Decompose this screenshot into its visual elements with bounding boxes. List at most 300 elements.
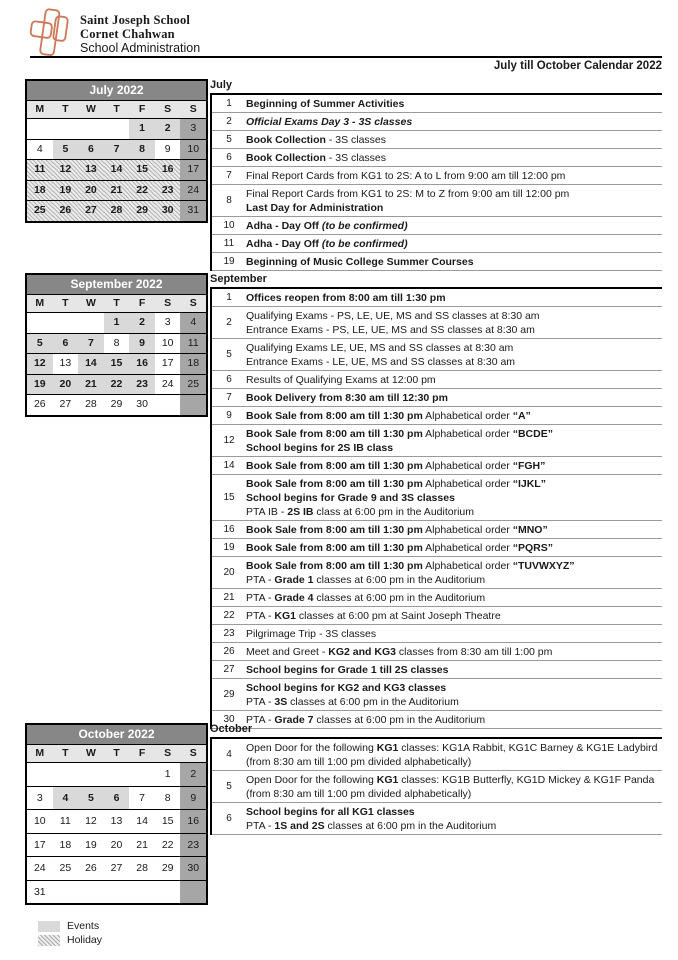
event-description-line: [246, 151, 658, 165]
calendar-week-row: [27, 181, 206, 202]
event-row: [212, 539, 662, 557]
event-description: [246, 625, 662, 642]
calendar-day-cell: 25: [27, 201, 53, 221]
event-day-number: 30: [223, 714, 235, 725]
calendar-empty-cell: [53, 881, 79, 904]
calendar-empty-cell: [155, 395, 181, 415]
event-text-segment: Alphabetical order: [422, 427, 513, 440]
calendar-day-cell: 29: [161, 862, 174, 874]
event-text-segment: School begins for Grade 1 till 2S classes: [246, 663, 449, 676]
event-text-segment: PTA -: [246, 819, 275, 832]
event-description: [246, 407, 662, 424]
event-description: [246, 771, 662, 802]
event-description: [246, 557, 662, 588]
event-description-line: [246, 541, 658, 555]
calendar-day-cell: 16: [180, 810, 206, 833]
event-description-line: [246, 459, 658, 473]
event-description-line: [246, 695, 658, 709]
calendar-month-title: September 2022: [27, 275, 206, 295]
event-text-segment: PTA -: [246, 609, 275, 622]
event-description-line: [246, 237, 658, 251]
event-day-number: 5: [226, 349, 232, 360]
event-description-line: [246, 505, 658, 519]
event-description-line: [246, 219, 658, 233]
school-logo-icon: [28, 8, 76, 58]
event-description: [246, 307, 662, 338]
calendar-day-cell: 26: [85, 862, 97, 874]
calendar-day-cell: 17: [180, 160, 206, 180]
event-description: [246, 425, 662, 456]
calendar-empty-cell: [129, 763, 155, 786]
calendar-day-cell: 11: [27, 160, 53, 180]
event-text-segment: Book Sale from 8:00 am till 1:30 pm: [246, 523, 423, 536]
calendar-day-cell: 2: [180, 763, 206, 786]
calendar-week-row: [27, 395, 206, 415]
month-calendar-september: [25, 273, 208, 417]
calendar-empty-cell: [180, 395, 206, 415]
event-description-line: [246, 573, 658, 587]
legend-events-row: [38, 920, 102, 932]
event-text-segment: “A”: [512, 409, 531, 422]
event-description-line: [246, 591, 658, 605]
calendar-day-cell: 15: [161, 815, 174, 827]
event-day-number: 15: [223, 492, 235, 503]
weekday-header: S: [189, 103, 197, 115]
event-text-segment: KG2 and KG3: [328, 645, 396, 658]
legend-holiday-row: [38, 934, 102, 946]
event-day-number: 6: [226, 813, 232, 824]
calendar-day-cell: 19: [53, 181, 79, 201]
calendar-week-row: [27, 834, 206, 858]
event-description: [246, 803, 662, 834]
calendar-empty-cell: [104, 763, 130, 786]
weekday-header: T: [113, 747, 120, 759]
calendar-day-cell: 19: [27, 375, 53, 395]
calendar-empty-cell: [129, 881, 155, 904]
event-text-segment: classes at 6:00 pm in the Auditorium: [287, 695, 459, 708]
calendar-day-cell: 18: [180, 354, 206, 374]
calendar-month-title: October 2022: [27, 725, 206, 745]
event-description-line: [246, 323, 658, 337]
event-text-segment: Book Sale from 8:00 am till 1:30 pm: [246, 409, 423, 422]
weekday-header: W: [85, 747, 96, 759]
calendar-day-cell: 30: [136, 398, 148, 410]
event-description-line: [246, 645, 658, 659]
school-name-block: [80, 13, 200, 56]
school-name-line2: Cornet Chahwan: [80, 27, 175, 41]
calendar-day-cell: 5: [78, 787, 104, 810]
event-day-number: 26: [223, 646, 235, 657]
weekday-header: M: [35, 103, 45, 115]
calendar-empty-cell: [78, 313, 104, 333]
event-day-number: 9: [226, 410, 232, 421]
event-text-segment: - 3S classes: [325, 133, 387, 146]
event-description-line: [246, 169, 658, 183]
weekday-header: T: [113, 103, 120, 115]
calendar-day-cell: 28: [104, 201, 130, 221]
event-text-segment: “TUVWXYZ”: [512, 559, 575, 572]
weekday-header: T: [62, 297, 69, 309]
calendar-day-cell: 10: [33, 815, 46, 827]
weekday-header: S: [164, 297, 172, 309]
event-list-month-title: September: [210, 273, 267, 285]
event-text-segment: Book Sale from 8:00 am till 1:30 pm: [246, 559, 423, 572]
calendar-week-row: [27, 334, 206, 355]
calendar-day-cell: 1: [129, 119, 155, 139]
event-description-line: [246, 773, 658, 801]
event-row: [212, 589, 662, 607]
event-description: [246, 113, 662, 130]
events-swatch-icon: [38, 921, 60, 932]
event-description-line: [246, 427, 658, 441]
calendar-empty-cell: [53, 313, 79, 333]
event-day-number: 11: [223, 238, 235, 249]
event-day-number: 2: [226, 116, 232, 127]
event-text-segment: Entrance Exams - PS, LE, UE, MS and SS classes at 8:30 am: [246, 323, 535, 336]
event-description: [246, 167, 662, 184]
event-description-line: [246, 663, 658, 677]
event-text-segment: Alphabetical order: [422, 559, 513, 572]
calendar-day-cell: 25: [59, 862, 72, 874]
weekday-header: M: [35, 297, 45, 309]
calendar-day-cell: 6: [78, 140, 104, 160]
event-day-number: 19: [223, 256, 235, 267]
event-list-july: [210, 78, 662, 271]
calendar-day-cell: 31: [180, 201, 206, 221]
event-day-number: 6: [226, 152, 232, 163]
event-description-line: [246, 309, 658, 323]
event-row: [212, 643, 662, 661]
event-text-segment: Grade 4: [274, 591, 314, 604]
event-list-month-title: July: [210, 79, 233, 91]
weekday-header: T: [62, 103, 69, 115]
event-text-segment: KG1: [376, 741, 399, 754]
event-description-line: [246, 523, 658, 537]
event-text-segment: KG1: [274, 609, 296, 622]
event-day-number: 22: [223, 610, 235, 621]
calendar-week-row: [27, 881, 206, 904]
weekday-header: M: [35, 747, 45, 759]
event-text-segment: Results of Qualifying Exams at 12:00 pm: [246, 373, 436, 386]
calendar-day-cell: 12: [53, 160, 79, 180]
event-description-line: [246, 115, 658, 129]
calendar-empty-cell: [155, 881, 181, 904]
event-row: [212, 457, 662, 475]
event-description: [246, 589, 662, 606]
calendar-week-row: [27, 375, 206, 396]
event-text-segment: Official Exams Day 3 - 3S classes: [246, 115, 413, 128]
event-list-month-title: October: [210, 723, 253, 735]
month-calendar-october: [25, 723, 208, 905]
calendar-day-cell: 7: [104, 140, 130, 160]
event-text-segment: Open Door for the following: [246, 741, 377, 754]
calendar-day-cell: 8: [129, 140, 155, 160]
event-text-segment: Offices reopen from 8:00 am till 1:30 pm: [246, 291, 446, 304]
calendar-day-cell: 22: [104, 375, 130, 395]
calendar-day-cell: 1: [104, 313, 130, 333]
event-text-segment: Book Sale from 8:00 am till 1:30 pm: [246, 477, 423, 490]
calendar-day-cell: 30: [155, 201, 181, 221]
calendar-day-cell: 26: [33, 398, 46, 410]
event-description-line: [246, 201, 658, 215]
event-text-segment: School begins for KG2 and KG3 classes: [246, 681, 447, 694]
calendar-day-cell: 24: [180, 181, 206, 201]
calendar-day-cell: 7: [139, 791, 146, 804]
event-description-line: [246, 491, 658, 505]
event-text-segment: (to be confirmed): [321, 219, 408, 232]
calendar-empty-cell: [53, 763, 79, 786]
calendar-day-cell: 11: [59, 815, 71, 827]
calendar-empty-cell: [78, 763, 104, 786]
event-day-number: 5: [226, 134, 232, 145]
event-text-segment: KG1: [376, 773, 399, 786]
calendar-empty-cell: [27, 119, 53, 139]
event-day-number: 29: [223, 689, 235, 700]
calendar-day-cell: 21: [78, 375, 104, 395]
calendar-day-cell: 17: [161, 357, 174, 369]
event-description: [246, 131, 662, 148]
event-text-segment: School begins for Grade 9 and 3S classes: [246, 491, 455, 504]
event-text-segment: Alphabetical order: [422, 459, 513, 472]
event-row: [212, 339, 662, 371]
event-text-segment: “FGH”: [512, 459, 546, 472]
event-description: [246, 289, 662, 306]
event-rows: [210, 93, 662, 271]
calendar-empty-cell: [104, 119, 130, 139]
event-text-segment: - 3S classes: [325, 151, 387, 164]
calendar-week-row: [27, 140, 206, 161]
calendar-day-cell: 14: [136, 815, 148, 827]
calendar-week-row: [27, 810, 206, 834]
event-description-line: [246, 187, 658, 201]
event-description-line: [246, 97, 658, 111]
legend-holiday-label: Holiday: [67, 934, 103, 946]
event-description-line: [246, 255, 658, 269]
calendar-week-row: [27, 787, 206, 811]
event-description: [246, 185, 662, 216]
event-text-segment: (to be confirmed): [321, 237, 408, 250]
calendar-day-cell: 13: [78, 160, 104, 180]
weekday-header: S: [189, 747, 197, 759]
calendar-day-cell: 28: [136, 862, 148, 874]
event-text-segment: PTA -: [246, 573, 275, 586]
event-description: [246, 339, 662, 370]
event-text-segment: Final Report Cards from KG1 to 2S: A to L from 9:00 am till 12:00 pm: [246, 169, 566, 182]
calendar-day-cell: 14: [78, 354, 104, 374]
calendar-empty-cell: [78, 119, 104, 139]
event-day-number: 14: [223, 460, 235, 471]
event-text-segment: classes: KG1B Butterfly, KG1D Mickey & KG1F Panda (from 8:30 am till 1:00 pm divided alphabetically): [246, 773, 655, 800]
legend: [38, 920, 102, 948]
event-text-segment: Book Collection: [246, 151, 326, 164]
event-text-segment: Entrance Exams - LE, UE, MS and SS classes at 8:30 am: [246, 355, 516, 368]
calendar-day-cell: 4: [180, 313, 206, 333]
calendar-day-cell: 25: [180, 375, 206, 395]
calendar-day-cell: 20: [53, 375, 79, 395]
event-description-line: [246, 477, 658, 491]
event-description-line: [246, 741, 658, 769]
event-text-segment: Book Sale from 8:00 am till 1:30 pm: [246, 427, 423, 440]
event-day-number: 8: [226, 195, 232, 206]
event-description-line: [246, 819, 658, 833]
event-text-segment: Alphabetical order: [422, 523, 513, 536]
calendar-day-cell: 29: [129, 201, 155, 221]
event-text-segment: PTA -: [246, 695, 275, 708]
calendar-day-cell: 6: [104, 787, 130, 810]
event-description-line: [246, 355, 658, 369]
calendar-month-title: July 2022: [27, 81, 206, 101]
weekday-header: S: [164, 103, 172, 115]
event-description: [246, 679, 662, 710]
event-text-segment: Grade 1: [274, 573, 314, 586]
event-row: [212, 95, 662, 113]
event-description: [246, 235, 662, 252]
event-text-segment: Meet and Greet -: [246, 645, 329, 658]
event-text-segment: School begins for all KG1 classes: [246, 805, 415, 818]
calendar-day-cell: 21: [104, 181, 130, 201]
event-day-number: 7: [226, 392, 232, 403]
event-description-line: [246, 627, 658, 641]
calendar-day-cell: 23: [155, 181, 181, 201]
calendar-day-cell: 20: [110, 838, 123, 851]
event-row: [212, 113, 662, 131]
event-day-number: 21: [223, 592, 235, 603]
event-description-line: [246, 373, 658, 387]
event-row: [212, 607, 662, 625]
calendar-week-row: [27, 313, 206, 334]
event-text-segment: Book Sale from 8:00 am till 1:30 pm: [246, 541, 423, 554]
event-day-number: 5: [226, 781, 232, 792]
event-text-segment: Last Day for Administration: [246, 201, 384, 214]
event-day-number: 27: [223, 664, 235, 675]
event-row: [212, 289, 662, 307]
event-text-segment: “PQRS”: [512, 541, 553, 554]
event-row: [212, 371, 662, 389]
calendar-day-cell: 21: [136, 838, 148, 851]
event-text-segment: Alphabetical order: [422, 477, 513, 490]
calendar-empty-cell: [180, 881, 206, 904]
event-day-number: 19: [223, 542, 235, 553]
calendar-day-cell: 2: [129, 313, 155, 333]
event-description: [246, 371, 662, 388]
event-day-number: 10: [223, 220, 235, 231]
event-row: [212, 679, 662, 711]
event-description: [246, 661, 662, 678]
calendar-day-cell: 5: [53, 140, 79, 160]
event-text-segment: School begins for 2S IB class: [246, 441, 394, 454]
event-description-line: [246, 681, 658, 695]
calendar-day-cell: 28: [85, 398, 97, 410]
calendar-day-cell: 23: [129, 375, 155, 395]
event-row: [212, 131, 662, 149]
school-department: School Administration: [80, 41, 201, 55]
weekday-header: F: [138, 747, 146, 759]
calendar-day-cell: 15: [129, 160, 155, 180]
weekday-header: S: [189, 297, 197, 309]
event-row: [212, 235, 662, 253]
event-description-line: [246, 341, 658, 355]
calendar-day-cell: 23: [180, 834, 206, 857]
calendar-day-cell: 30: [180, 857, 206, 880]
event-text-segment: classes from 8:30 am till 1:00 pm: [395, 645, 553, 658]
event-text-segment: “BCDE”: [512, 427, 553, 440]
weekday-header: F: [138, 103, 146, 115]
calendar-day-cell: 3: [36, 791, 43, 804]
event-text-segment: classes: KG1A Rabbit, KG1C Barney & KG1E Ladybird (from 8:30 am till 1:00 pm divided alphabetically): [246, 741, 658, 768]
event-day-number: 1: [226, 292, 232, 303]
event-description: [246, 607, 662, 624]
event-description-line: [246, 133, 658, 147]
calendar-day-cell: 27: [78, 201, 104, 221]
event-text-segment: Alphabetical order: [422, 409, 513, 422]
event-day-number: 16: [223, 524, 235, 535]
weekday-header: T: [113, 297, 120, 309]
event-list-october: [210, 722, 662, 835]
event-rows: [210, 737, 662, 835]
event-description: [246, 149, 662, 166]
weekday-header: F: [138, 297, 146, 309]
calendar-day-cell: 10: [180, 140, 206, 160]
calendar-day-cell: 19: [85, 838, 97, 851]
legend-events-label: Events: [67, 920, 100, 932]
calendar-empty-cell: [27, 763, 53, 786]
event-row: [212, 253, 662, 271]
event-text-segment: Adha - Day Off: [246, 237, 322, 250]
event-text-segment: 2S IB: [287, 505, 314, 518]
calendar-day-cell: 13: [59, 357, 72, 369]
event-description-line: [246, 559, 658, 573]
event-text-segment: PTA -: [246, 713, 275, 726]
event-text-segment: “MNO”: [512, 523, 548, 536]
calendar-day-cell: 29: [110, 398, 123, 410]
header-divider: [30, 56, 662, 58]
event-description-line: [246, 409, 658, 423]
calendar-day-cell: 12: [27, 354, 53, 374]
event-text-segment: Qualifying Exams LE, UE, MS and SS classes at 8:30 am: [246, 341, 514, 354]
event-row: [212, 217, 662, 235]
month-calendar-july: [25, 79, 208, 223]
event-row: [212, 771, 662, 803]
calendar-day-cell: 20: [78, 181, 104, 201]
calendar-week-row: [27, 857, 206, 881]
weekday-header-row: [27, 101, 206, 119]
calendar-day-cell: 7: [78, 334, 104, 354]
event-text-segment: classes at 6:00 pm in the Auditorium: [313, 591, 486, 604]
calendar-empty-cell: [104, 881, 130, 904]
calendar-day-cell: 18: [27, 181, 53, 201]
calendar-day-cell: 10: [161, 336, 174, 349]
event-text-segment: classes at 6:00 pm at Saint Joseph Theatre: [296, 609, 501, 622]
event-day-number: 4: [226, 749, 232, 760]
calendar-day-cell: 13: [110, 815, 123, 827]
event-description: [246, 217, 662, 234]
event-row: [212, 425, 662, 457]
event-row: [212, 739, 662, 771]
calendar-empty-cell: [78, 881, 104, 904]
event-text-segment: PTA -: [246, 591, 275, 604]
calendar-day-cell: 5: [27, 334, 53, 354]
page-title: July till October Calendar 2022: [493, 60, 662, 72]
calendar-day-cell: 3: [164, 316, 171, 328]
weekday-header: T: [62, 747, 69, 759]
event-description: [246, 643, 662, 660]
event-day-number: 23: [223, 628, 235, 639]
calendar-day-cell: 6: [53, 334, 79, 354]
event-row: [212, 407, 662, 425]
event-list-september: [210, 272, 662, 729]
calendar-day-cell: 8: [113, 336, 120, 349]
event-row: [212, 167, 662, 185]
